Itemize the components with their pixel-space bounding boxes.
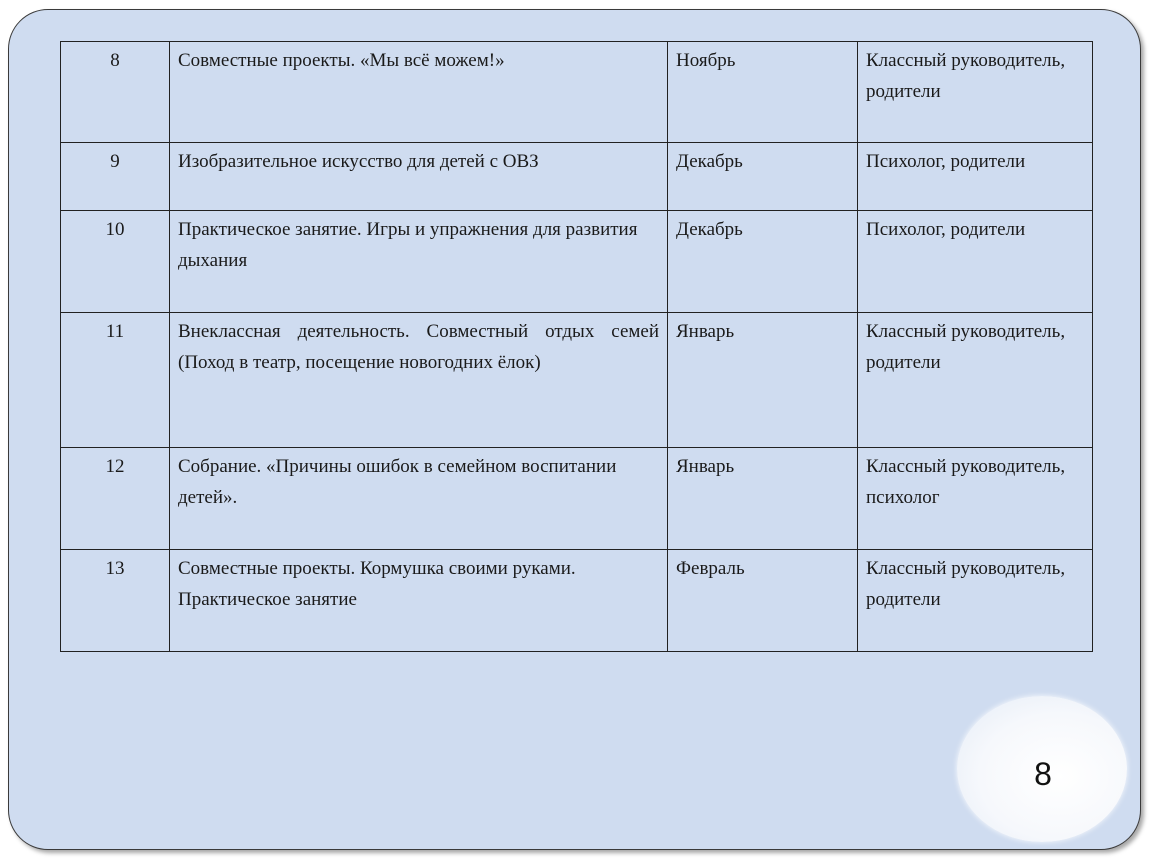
table-row — [61, 42, 1093, 143]
event-month: Декабрь — [668, 143, 858, 211]
event-responsible: Классный руководитель, психолог — [858, 448, 1093, 550]
table-row — [61, 550, 1093, 652]
event-description: Совместные проекты. «Мы всё можем!» — [170, 42, 668, 143]
event-responsible: Психолог, родители — [858, 211, 1093, 313]
event-month: Ноябрь — [668, 42, 858, 143]
event-description: Практическое занятие. Игры и упражнения для развития дыхания — [170, 211, 668, 313]
event-responsible: Психолог, родители — [858, 143, 1093, 211]
event-month: Февраль — [668, 550, 858, 652]
slide — [8, 9, 1141, 850]
event-description: Совместные проекты. Кормушка своими руками. Практическое занятие — [170, 550, 668, 652]
row-number: 11 — [61, 313, 170, 448]
table-row — [61, 143, 1093, 211]
event-month: Декабрь — [668, 211, 858, 313]
event-responsible: Классный руководитель, родители — [858, 313, 1093, 448]
row-number: 12 — [61, 448, 170, 550]
table-row — [61, 313, 1093, 448]
event-description: Собрание. «Причины ошибок в семейном воспитании детей». — [170, 448, 668, 550]
event-description: Изобразительное искусство для детей с ОВЗ — [170, 143, 668, 211]
table-row — [61, 448, 1093, 550]
row-number: 9 — [61, 143, 170, 211]
table-row — [61, 211, 1093, 313]
row-number: 10 — [61, 211, 170, 313]
event-responsible: Классный руководитель, родители — [858, 42, 1093, 143]
page-number: 8 — [1034, 756, 1052, 792]
event-description: Внеклассная деятельность. Совместный отдых семей (Поход в театр, посещение новогодних ёлок) — [170, 313, 668, 448]
row-number: 8 — [61, 42, 170, 143]
row-number: 13 — [61, 550, 170, 652]
events-table — [60, 41, 1093, 652]
event-month: Январь — [668, 448, 858, 550]
event-responsible: Классный руководитель, родители — [858, 550, 1093, 652]
event-month: Январь — [668, 313, 858, 448]
